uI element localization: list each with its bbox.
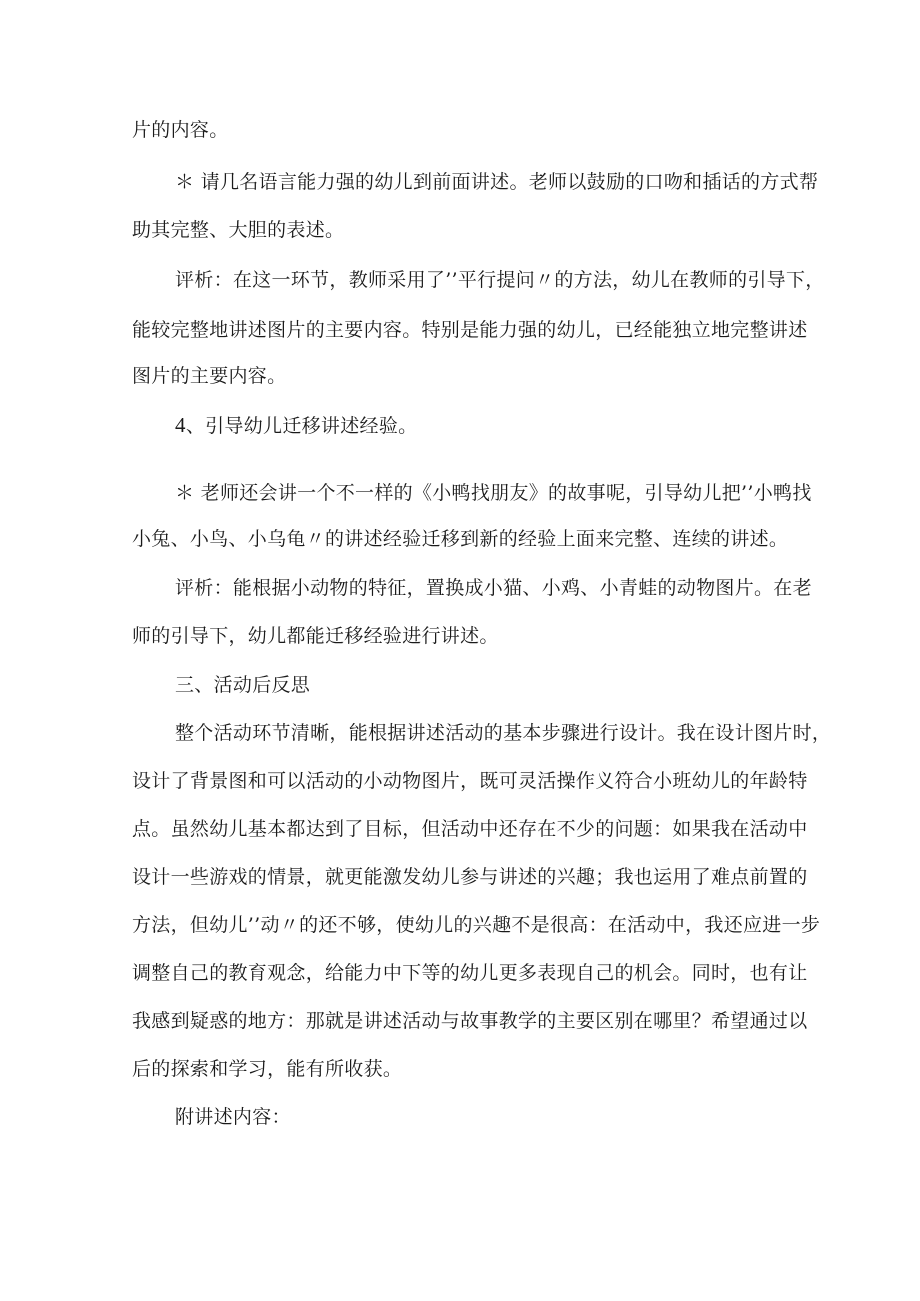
paragraph-line: 方法，但幼儿’’动〃的还不够，使幼儿的兴趣不是很高：在活动中，我还应进一步	[132, 914, 821, 936]
paragraph-line: 片的内容。	[132, 119, 229, 141]
paragraph-line: 师的引导下，幼儿都能迁移经验进行讲述。	[132, 625, 499, 647]
section-heading: 三、活动后反思	[175, 674, 311, 696]
paragraph-line: 能较完整地讲述图片的主要内容。特别是能力强的幼儿，已经能独立地完整讲述	[132, 319, 808, 341]
paragraph-line: 整个活动环节清晰，能根据讲述活动的基本步骤进行设计。我在设计图片时，	[175, 722, 832, 744]
paragraph-line: 图片的主要内容。	[132, 365, 287, 387]
paragraph-line: 设计了背景图和可以活动的小动物图片，既可灵活操作义符合小班幼儿的年龄特	[132, 770, 808, 792]
paragraph-line: 小兔、小鸟、小乌龟〃的讲述经验迁移到新的经验上面来完整、连续的讲述。	[132, 528, 789, 550]
paragraph-line: 评析：在这一环节，教师采用了’’平行提问〃的方法，幼儿在教师的引导下，	[175, 269, 825, 291]
paragraph-line: 调整自己的教育观念，给能力中下等的幼儿更多表现自己的机会。同时，也有让	[132, 962, 808, 984]
paragraph-line: 设计一些游戏的情景，就更能激发幼儿参与讲述的兴趣；我也运用了难点前置的	[132, 866, 808, 888]
paragraph-line: 点。虽然幼儿基本都达到了目标，但活动中还存在不少的问题：如果我在活动中	[132, 818, 808, 840]
paragraph-line: 评析：能根据小动物的特征，置换成小猫、小鸡、小青蛙的动物图片。在老	[175, 577, 812, 599]
section-heading	[175, 413, 417, 438]
section-number: 4	[175, 413, 186, 437]
paragraph-line: 助其完整、大胆的表述。	[132, 219, 345, 241]
paragraph-line: 我感到疑惑的地方：那就是讲述活动与故事教学的主要区别在哪里？希望通过以	[132, 1010, 808, 1032]
paragraph-line: 附讲述内容：	[175, 1106, 291, 1128]
paragraph-line: ＊ 请几名语言能力强的幼儿到前面讲述。老师以鼓励的口吻和插话的方式帮	[175, 171, 819, 193]
paragraph-line: ＊ 老师还会讲一个不一样的《小鸭找朋友》的故事呢，引导幼儿把’’小鸭找	[175, 482, 812, 504]
paragraph-line: 后的探索和学习，能有所收获。	[132, 1058, 403, 1080]
section-heading-text: 、引导幼儿迁移讲述经验。	[185, 415, 418, 437]
